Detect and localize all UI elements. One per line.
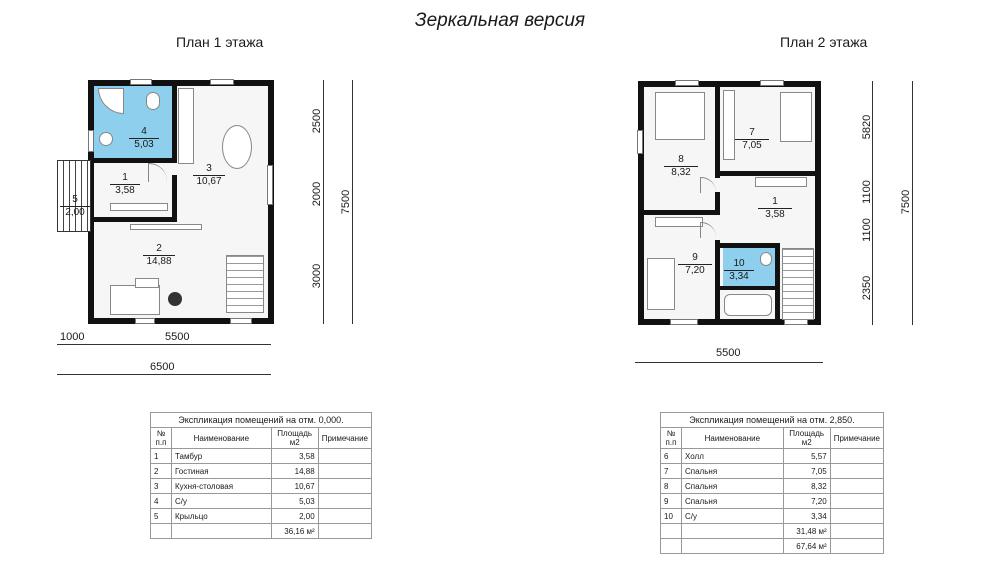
table-header: № п.п	[661, 428, 682, 449]
window	[267, 165, 273, 205]
dimension-label: 5500	[716, 347, 741, 359]
plan2-room-label: 10 3,34	[724, 258, 754, 283]
plan2-room-label: 8 8,32	[664, 154, 698, 179]
table-header: № п.п	[151, 428, 172, 449]
coffee-table-icon	[135, 278, 159, 288]
window	[637, 130, 643, 154]
plan1-room-label: 5 2,00	[60, 194, 90, 219]
wall	[715, 240, 720, 320]
dimension-label: 1100	[861, 180, 873, 204]
window	[130, 79, 152, 85]
kitchen-counter-icon	[178, 88, 194, 164]
dimension-label: 2000	[311, 181, 323, 207]
wall	[643, 210, 720, 215]
dimension-label: 2500	[311, 108, 323, 134]
wall	[638, 81, 821, 87]
dimension-label: 5820	[861, 114, 873, 140]
table-row: 5 Крыльцо 2,00	[151, 509, 372, 524]
page-title: Зеркальная версия	[414, 10, 586, 31]
table-subtotal-row: 31,48 м²	[661, 524, 884, 539]
table-row: 3 Кухня-столовая 10,67	[151, 479, 372, 494]
window	[675, 80, 699, 86]
window	[88, 130, 94, 152]
table-row: 2 Гостиная 14,88	[151, 464, 372, 479]
window	[760, 80, 784, 86]
dining-table-icon	[222, 125, 252, 169]
table-header: Наименование	[682, 428, 784, 449]
wall	[775, 243, 780, 320]
table-header: Площадь м2	[783, 428, 830, 449]
window	[670, 319, 698, 325]
table-header: Примечание	[830, 428, 883, 449]
table-header: Площадь м2	[271, 428, 318, 449]
dimension-line	[912, 81, 913, 325]
table-header: Примечание	[318, 428, 371, 449]
window	[135, 318, 155, 324]
table-row: 6 Холл 5,57	[661, 449, 884, 464]
plan2-label: План 2 этажа	[780, 34, 868, 50]
wall	[720, 243, 777, 248]
toilet-icon	[146, 92, 160, 110]
table-row: 7 Спальня 7,05	[661, 464, 884, 479]
dimension-line	[57, 344, 271, 345]
wardrobe-icon	[723, 90, 735, 160]
staircase-icon	[782, 248, 814, 320]
table-caption: Экспликация помещений на отм. 2,850.	[661, 413, 884, 428]
toilet-icon	[760, 252, 772, 266]
plan2-room-label: 9 7,20	[678, 252, 712, 277]
wall	[93, 217, 177, 222]
table-row: 1 Тамбур 3,58	[151, 449, 372, 464]
dimension-line	[323, 80, 324, 324]
table-total-row: 67,64 м²	[661, 539, 884, 554]
wall	[638, 81, 644, 325]
wall	[720, 286, 777, 290]
wall	[93, 158, 175, 163]
dimension-label: 7500	[340, 189, 352, 215]
wall	[715, 86, 720, 178]
dimension-label: 1100	[861, 218, 873, 242]
bed-icon	[647, 258, 675, 310]
window	[230, 318, 252, 324]
dimension-line	[57, 374, 271, 375]
dimension-line	[352, 80, 353, 324]
staircase-icon	[226, 255, 264, 313]
plan1-label: План 1 этажа	[176, 34, 264, 50]
plan2-room-label: 1 3,58	[758, 196, 792, 221]
explication-table-1	[150, 412, 372, 539]
dimension-label: 6500	[150, 361, 175, 373]
dimension-label: 7500	[900, 189, 912, 215]
dimension-label: 5500	[165, 331, 190, 343]
sink-icon	[99, 132, 113, 146]
table-row: 8 Спальня 8,32	[661, 479, 884, 494]
bathtub-icon	[724, 294, 772, 316]
wardrobe-icon	[755, 177, 807, 187]
table-row: 9 Спальня 7,20	[661, 494, 884, 509]
wardrobe-icon	[655, 217, 703, 227]
plan1-room-label: 4 5,03	[129, 126, 159, 151]
wardrobe-icon	[130, 224, 202, 230]
plan1-room-label: 3 10,67	[193, 163, 225, 188]
table-row: 10 С/у 3,34	[661, 509, 884, 524]
wall	[88, 80, 273, 86]
wall	[815, 81, 821, 325]
bed-icon	[655, 92, 705, 140]
dimension-line	[635, 362, 823, 363]
wall	[172, 85, 177, 163]
wall	[715, 192, 720, 212]
window	[210, 79, 234, 85]
table-total-row: 36,16 м²	[151, 524, 372, 539]
table-caption: Экспликация помещений на отм. 0,000.	[151, 413, 372, 428]
plan1-room-label: 2 14,88	[143, 243, 175, 268]
dimension-label: 1000	[60, 331, 85, 343]
explication-table-2	[660, 412, 884, 554]
sofa-icon	[110, 285, 160, 315]
dimension-label: 2350	[861, 275, 873, 301]
dimension-label: 3000	[311, 263, 323, 289]
wall	[172, 175, 177, 221]
shelf-icon	[110, 203, 168, 211]
bed-icon	[780, 92, 812, 142]
plant-icon	[168, 292, 182, 306]
plan2-room-label: 7 7,05	[735, 127, 769, 152]
table-row: 4 С/у 5,03	[151, 494, 372, 509]
table-header: Наименование	[172, 428, 272, 449]
plan1-room-label: 1 3,58	[110, 172, 140, 197]
wall	[720, 171, 816, 176]
